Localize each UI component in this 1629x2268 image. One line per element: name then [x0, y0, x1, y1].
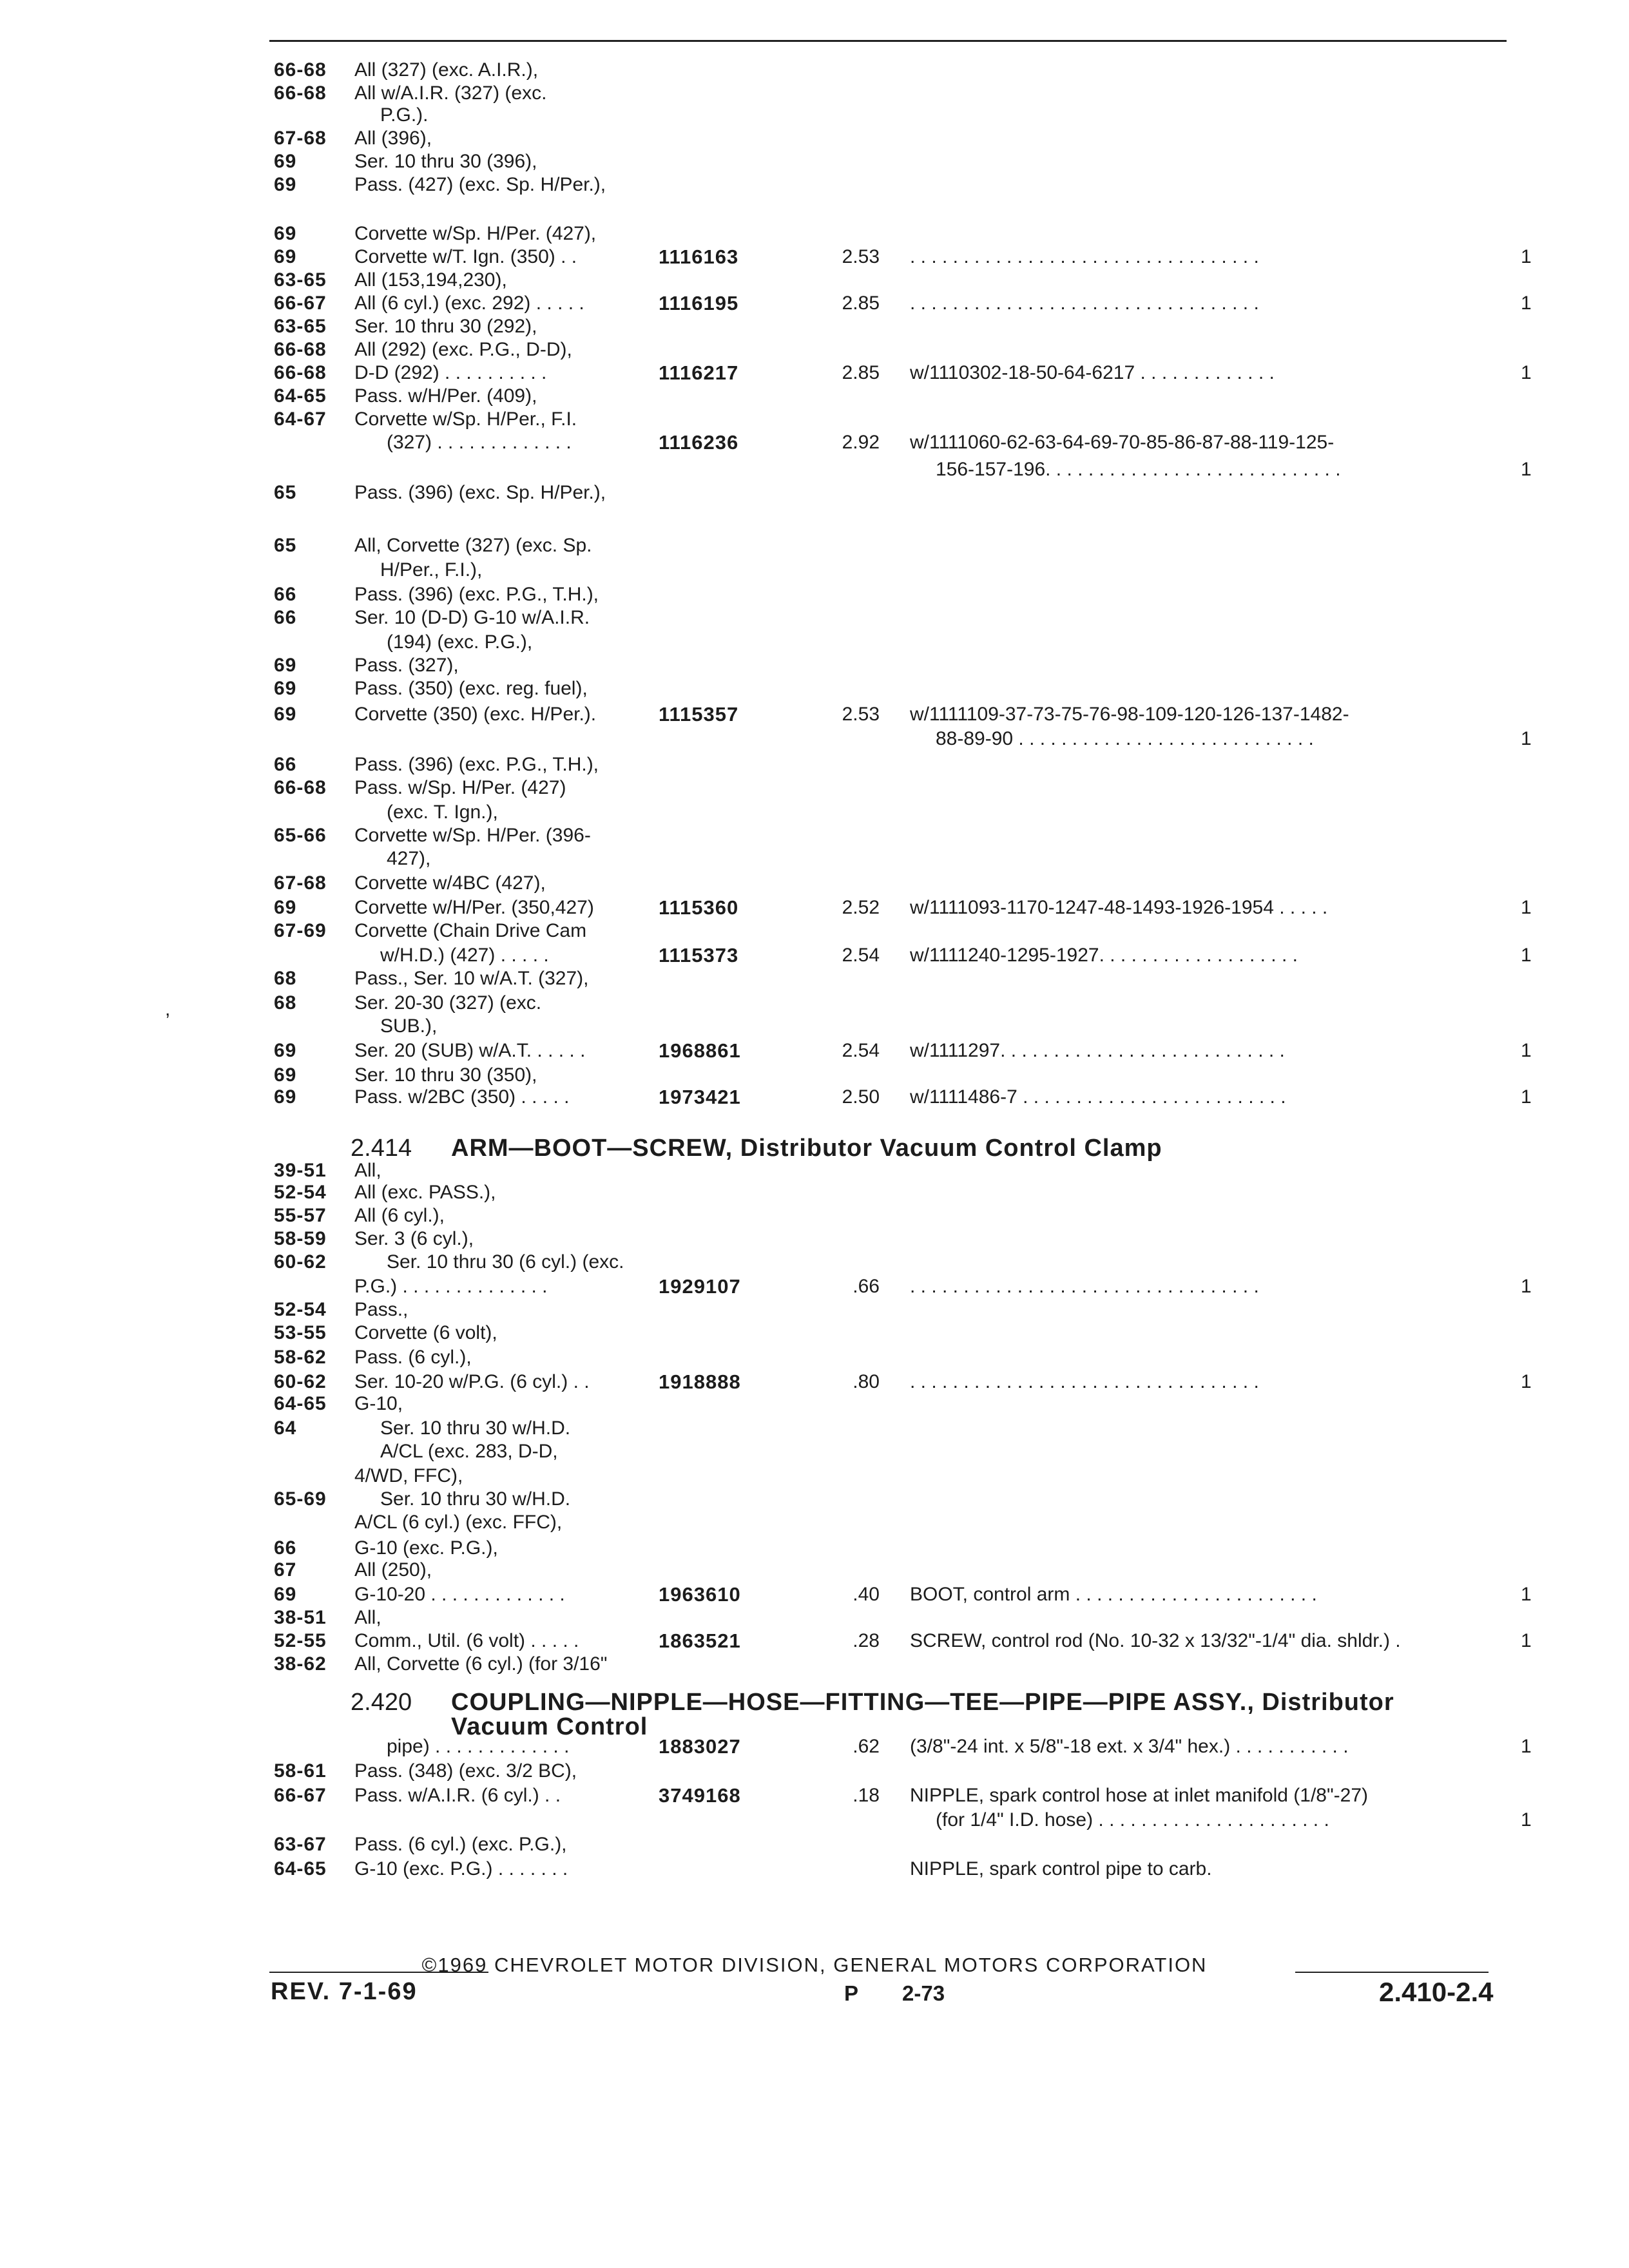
application: All w/A.I.R. (327) (exc.	[354, 82, 547, 104]
application: A/CL (exc. 283, D-D,	[380, 1441, 558, 1462]
application: All (6 cyl.) (exc. 292) . . . . .	[354, 293, 584, 314]
quantity: 1	[1521, 1584, 1532, 1605]
model-years: 38-51	[274, 1607, 327, 1628]
application: (194) (exc. P.G.),	[387, 631, 533, 653]
application: D-D (292) . . . . . . . . . .	[354, 362, 547, 383]
model-years: 68	[274, 992, 297, 1014]
quantity: 1	[1521, 293, 1532, 314]
model-years: 69	[274, 1064, 297, 1086]
model-years: 39-51	[274, 1160, 327, 1181]
note: w/1111486-7 . . . . . . . . . . . . . . . . . . . . . . . . .	[910, 1086, 1286, 1108]
application: G-10 (exc. P.G.) . . . . . . .	[354, 1858, 568, 1879]
application: H/Per., F.I.),	[380, 559, 483, 581]
model-years: 65	[274, 482, 297, 503]
application: Corvette w/Sp. H/Per., F.I.	[354, 408, 577, 430]
model-years: 66	[274, 607, 297, 628]
application: All (6 cyl.),	[354, 1205, 445, 1226]
application: Ser. 10 thru 30 (292),	[354, 316, 537, 337]
model-years: 66	[274, 584, 297, 605]
model-years: 52-54	[274, 1299, 327, 1320]
note: 156-157-196. . . . . . . . . . . . . . . . . . . . . . . . . . . .	[936, 459, 1341, 480]
model-years: 69	[274, 1040, 297, 1061]
weight: 2.85	[842, 362, 880, 383]
model-years: 67-69	[274, 920, 327, 941]
application: Ser. 10 thru 30 (6 cyl.) (exc.	[387, 1251, 624, 1273]
application: All (396),	[354, 128, 432, 149]
application: Corvette (350) (exc. H/Per.).	[354, 704, 597, 725]
part-number: 1116195	[659, 292, 739, 314]
weight: 2.53	[842, 246, 880, 267]
model-years: 66	[274, 1537, 297, 1559]
part-number: 1918888	[659, 1370, 741, 1393]
application: All (250),	[354, 1559, 432, 1581]
note: BOOT, control arm . . . . . . . . . . . . . . . . . . . . . . .	[910, 1584, 1317, 1605]
application: Pass. (396) (exc. P.G., T.H.),	[354, 584, 599, 605]
application: w/H.D.) (427) . . . . .	[380, 945, 549, 966]
quantity: 1	[1521, 897, 1532, 918]
note: (3/8"-24 int. x 5/8"-18 ext. x 3/4" hex.) . . . . . . . . . . .	[910, 1736, 1349, 1757]
application: 427),	[387, 848, 431, 869]
quantity: 1	[1521, 459, 1532, 480]
application: Pass.,	[354, 1299, 409, 1320]
weight: .80	[853, 1371, 880, 1392]
note: w/1111297. . . . . . . . . . . . . . . . . . . . . . . . . . .	[910, 1040, 1285, 1061]
quantity: 1	[1521, 728, 1532, 749]
weight: 2.92	[842, 432, 880, 453]
application: Ser. 10-20 w/P.G. (6 cyl.) . .	[354, 1371, 590, 1392]
application: G-10 (exc. P.G.),	[354, 1537, 498, 1559]
weight: .40	[853, 1584, 880, 1605]
application: All (153,194,230),	[354, 269, 507, 291]
model-years: 63-67	[274, 1834, 327, 1855]
revision-date: REV. 7-1-69	[271, 1978, 418, 2005]
note: w/1111109-37-73-75-76-98-109-120-126-137-1482-	[910, 704, 1349, 725]
application: Pass. w/H/Per. (409),	[354, 385, 537, 407]
model-years: 66-67	[274, 1785, 327, 1806]
model-years: 63-65	[274, 269, 327, 291]
application: Pass. (396) (exc. Sp. H/Per.),	[354, 482, 606, 503]
model-years: 64-65	[274, 385, 327, 407]
model-years: 69	[274, 1584, 297, 1605]
quantity: 1	[1521, 1040, 1532, 1061]
application: 4/WD, FFC),	[354, 1465, 463, 1486]
model-years: 69	[274, 655, 297, 676]
application: Corvette w/H/Per. (350,427)	[354, 897, 594, 918]
part-number: 1115357	[659, 703, 739, 726]
application: All,	[354, 1607, 381, 1628]
quantity: 1	[1521, 246, 1532, 267]
model-years: 67-68	[274, 872, 327, 894]
application: All (327) (exc. A.I.R.),	[354, 59, 539, 81]
part-number: 1863521	[659, 1629, 741, 1652]
part-number: 1968861	[659, 1039, 741, 1062]
part-number: 1115360	[659, 896, 739, 919]
model-years: 65	[274, 535, 297, 556]
weight: .66	[853, 1276, 880, 1297]
section-number-2420: 2.420	[351, 1689, 412, 1716]
application: All, Corvette (327) (exc. Sp.	[354, 535, 592, 556]
application: Corvette w/Sp. H/Per. (427),	[354, 223, 597, 244]
model-years: 58-62	[274, 1347, 327, 1368]
model-years: 60-62	[274, 1371, 327, 1392]
model-years: 64	[274, 1418, 297, 1439]
weight: .62	[853, 1736, 880, 1757]
copyright-notice: ©1969 CHEVROLET MOTOR DIVISION, GENERAL MOTORS CORPORATION	[421, 1954, 1208, 1976]
application: Corvette (Chain Drive Cam	[354, 920, 587, 941]
model-years: 38-62	[274, 1653, 327, 1675]
note: (for 1/4" I.D. hose) . . . . . . . . . . . . . . . . . . . . . .	[936, 1809, 1329, 1831]
model-years: 67	[274, 1559, 297, 1581]
model-years: 69	[274, 223, 297, 244]
page-section: P	[844, 1981, 859, 2005]
model-years: 66-68	[274, 82, 327, 104]
section-title-2420-cont: Vacuum Control	[451, 1713, 648, 1740]
note: 88-89-90 . . . . . . . . . . . . . . . . . . . . . . . . . . . .	[936, 728, 1314, 749]
application: Comm., Util. (6 volt) . . . . .	[354, 1630, 579, 1651]
quantity: 1	[1521, 1276, 1532, 1297]
model-years: 52-55	[274, 1630, 327, 1651]
model-years: 69	[274, 678, 297, 699]
model-years: 64-65	[274, 1858, 327, 1879]
application: Pass. (396) (exc. P.G., T.H.),	[354, 754, 599, 775]
part-number: 1883027	[659, 1735, 741, 1758]
application: Ser. 20 (SUB) w/A.T. . . . . .	[354, 1040, 586, 1061]
weight: 2.50	[842, 1086, 880, 1108]
application: All, Corvette (6 cyl.) (for 3/16"	[354, 1653, 608, 1675]
page-number: 2-73	[902, 1981, 945, 2005]
weight: 2.53	[842, 704, 880, 725]
application: Pass., Ser. 10 w/A.T. (327),	[354, 968, 589, 989]
model-years: 55-57	[274, 1205, 327, 1226]
model-years: 65-69	[274, 1488, 327, 1510]
top-rule	[269, 40, 1507, 42]
model-years: 69	[274, 174, 297, 195]
model-years: 66	[274, 754, 297, 775]
application: A/CL (6 cyl.) (exc. FFC),	[354, 1512, 563, 1533]
model-years: 64-65	[274, 1393, 327, 1414]
application: Pass. (348) (exc. 3/2 BC),	[354, 1760, 577, 1782]
model-years: 60-62	[274, 1251, 327, 1273]
application: Corvette (6 volt),	[354, 1322, 497, 1343]
part-number: 1116163	[659, 245, 739, 268]
note: w/1111060-62-63-64-69-70-85-86-87-88-119-125-	[910, 432, 1335, 453]
application: All (292) (exc. P.G., D-D),	[354, 339, 572, 360]
model-years: 68	[274, 968, 297, 989]
weight: .18	[853, 1785, 880, 1806]
application: Pass. (327),	[354, 655, 459, 676]
quantity: 1	[1521, 1371, 1532, 1392]
quantity: 1	[1521, 945, 1532, 966]
application: Corvette w/4BC (427),	[354, 872, 546, 894]
application: Corvette w/T. Ign. (350) . .	[354, 246, 577, 267]
weight: .28	[853, 1630, 880, 1651]
model-years: 69	[274, 704, 297, 725]
model-years: 66-68	[274, 339, 327, 360]
model-years: 69	[274, 151, 297, 172]
application: G-10,	[354, 1393, 403, 1414]
model-years: 58-59	[274, 1228, 327, 1249]
application: (327) . . . . . . . . . . . . .	[387, 432, 572, 453]
note: . . . . . . . . . . . . . . . . . . . . . . . . . . . . . . . . .	[910, 1371, 1259, 1392]
part-number: 1929107	[659, 1275, 741, 1298]
weight: 2.52	[842, 897, 880, 918]
model-years: 66-67	[274, 293, 327, 314]
note: . . . . . . . . . . . . . . . . . . . . . . . . . . . . . . . . .	[910, 293, 1259, 314]
note: NIPPLE, spark control pipe to carb.	[910, 1858, 1212, 1879]
part-number: 1116236	[659, 431, 739, 454]
section-title-2420: COUPLING—NIPPLE—HOSE—FITTING—TEE—PIPE—PIPE ASSY., Distributor	[451, 1689, 1394, 1716]
model-years: 66-68	[274, 59, 327, 81]
part-number: 1116217	[659, 361, 739, 384]
note: . . . . . . . . . . . . . . . . . . . . . . . . . . . . . . . . .	[910, 246, 1259, 267]
note: w/1110302-18-50-64-6217 . . . . . . . . . . . . .	[910, 362, 1275, 383]
application: (exc. T. Ign.),	[387, 802, 498, 823]
application: Corvette w/Sp. H/Per. (396-	[354, 825, 591, 846]
note: NIPPLE, spark control hose at inlet manifold (1/8"-27)	[910, 1785, 1368, 1806]
application: P.G.).	[380, 104, 429, 126]
quantity: 1	[1521, 1630, 1532, 1651]
quantity: 1	[1521, 362, 1532, 383]
model-years: 64-67	[274, 408, 327, 430]
part-number: 1973421	[659, 1086, 741, 1108]
section-title-2414: ARM—BOOT—SCREW, Distributor Vacuum Control Clamp	[451, 1135, 1162, 1162]
section-number-2414: 2.414	[351, 1135, 412, 1162]
application: Pass. w/Sp. H/Per. (427)	[354, 777, 566, 798]
part-number: 1115373	[659, 944, 739, 966]
group-code: 2.410-2.4	[1379, 1977, 1494, 2007]
model-years: 66-68	[274, 777, 327, 798]
model-years: 66-68	[274, 362, 327, 383]
model-years: 69	[274, 246, 297, 267]
part-number: 3749168	[659, 1784, 741, 1807]
note: . . . . . . . . . . . . . . . . . . . . . . . . . . . . . . . . .	[910, 1276, 1259, 1297]
quantity: 1	[1521, 1736, 1532, 1757]
application: Pass. (6 cyl.),	[354, 1347, 472, 1368]
model-years: 52-54	[274, 1182, 327, 1203]
application: pipe) . . . . . . . . . . . . .	[387, 1736, 570, 1757]
application: Pass. (427) (exc. Sp. H/Per.),	[354, 174, 606, 195]
stray-mark: ,	[165, 999, 171, 1020]
application: All (exc. PASS.),	[354, 1182, 496, 1203]
weight: 2.85	[842, 293, 880, 314]
application: G-10-20 . . . . . . . . . . . . .	[354, 1584, 565, 1605]
application: SUB.),	[380, 1015, 438, 1037]
quantity: 1	[1521, 1086, 1532, 1108]
note: w/1111093-1170-1247-48-1493-1926-1954 . . . . .	[910, 897, 1328, 918]
quantity: 1	[1521, 1809, 1532, 1831]
model-years: 69	[274, 1086, 297, 1108]
model-years: 58-61	[274, 1760, 327, 1782]
model-years: 63-65	[274, 316, 327, 337]
application: Ser. 10 thru 30 w/H.D.	[380, 1418, 571, 1439]
application: P.G.) . . . . . . . . . . . . . .	[354, 1276, 548, 1297]
note: w/1111240-1295-1927. . . . . . . . . . . . . . . . . . .	[910, 945, 1298, 966]
application: Pass. w/2BC (350) . . . . .	[354, 1086, 570, 1108]
application: Pass. w/A.I.R. (6 cyl.) . .	[354, 1785, 561, 1806]
part-number: 1963610	[659, 1583, 741, 1606]
model-years: 53-55	[274, 1322, 327, 1343]
application: Ser. 3 (6 cyl.),	[354, 1228, 474, 1249]
application: Ser. 10 thru 30 (350),	[354, 1064, 537, 1086]
weight: 2.54	[842, 1040, 880, 1061]
application: Pass. (350) (exc. reg. fuel),	[354, 678, 588, 699]
note: SCREW, control rod (No. 10-32 x 13/32"-1/4" dia. shldr.) .	[910, 1630, 1401, 1651]
application: Ser. 20-30 (327) (exc.	[354, 992, 542, 1014]
application: Ser. 10 thru 30 (396),	[354, 151, 537, 172]
model-years: 67-68	[274, 128, 327, 149]
application: Ser. 10 (D-D) G-10 w/A.I.R.	[354, 607, 590, 628]
model-years: 69	[274, 897, 297, 918]
application: All,	[354, 1160, 381, 1181]
application: Pass. (6 cyl.) (exc. P.G.),	[354, 1834, 567, 1855]
weight: 2.54	[842, 945, 880, 966]
model-years: 65-66	[274, 825, 327, 846]
application: Ser. 10 thru 30 w/H.D.	[380, 1488, 571, 1510]
